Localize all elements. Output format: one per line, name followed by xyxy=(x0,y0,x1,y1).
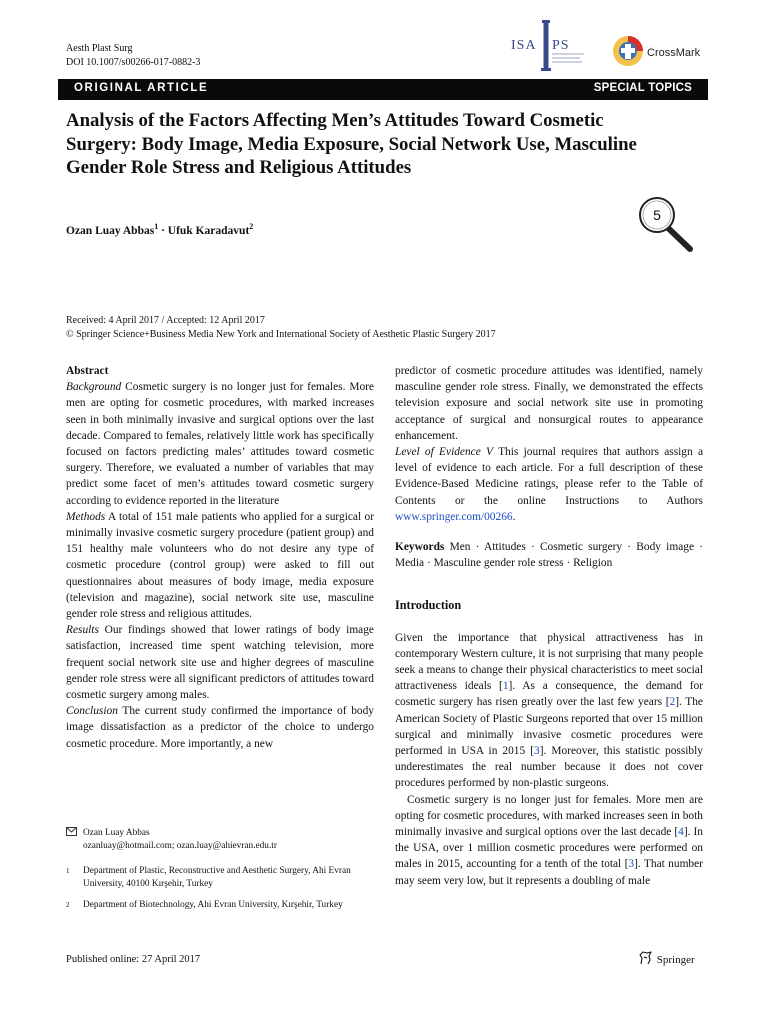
author-affiliation-number: 2 xyxy=(249,222,254,231)
introduction-paragraph-1: Given the importance that physical attractiveness has in contemporary Western culture, it is not surprising that many people seek a means to change their physical characteristics to meet social attractiveness ideals [1]. As a consequence, the demand for cosmetic surgery has risen greatly over the last few years [2]. The American Society of Plastic Surgeons reported that over 15 million surgical and minimally invasive cosmetic procedures were performed in USA in 2015 [3]. Moreover, this statistic possibly underestimates the real number because it does not cover procedures performed by non-plastic surgeons. xyxy=(395,631,704,790)
springer-instructions-link[interactable]: www.springer.com/00266 xyxy=(395,510,513,523)
author-affiliations xyxy=(66,827,374,912)
svg-text:PS: PS xyxy=(552,38,570,53)
doi: DOI 10.1007/s00266-017-0882-3 xyxy=(66,57,201,68)
section-label: SPECIAL TOPICS xyxy=(593,82,692,94)
abstract-conclusion-continued: predictor of cosmetic procedure attitudes was identified, namely masculine gender role stress. Finally, we demonstrated the effects television exposure and social network site use in promoting acceptance of surgical and nonsurgical routes to appearance enhancement. xyxy=(395,365,703,442)
abstract-heading: Abstract xyxy=(66,365,109,377)
article-type-banner xyxy=(58,79,708,100)
abstract-methods: Methods A total of 151 male patients who applied for a surgical or minimally invasive cosmetic surgery procedure (patient group) and 151 healthy male volunteers who do not desire any type of cosmetic procedure (control group) were asked to fill out questionnaires about measures of body image, media exposure (television and magazine), social network site use, masculine gender role stress and religious attitudes. xyxy=(66,510,374,621)
author-name[interactable]: Ufuk Karadavut xyxy=(167,224,250,237)
authors xyxy=(66,222,253,237)
introduction-paragraph-2: Cosmetic surgery is no longer just for females. More men are opting for cosmetic procedures, with marked increases seen in both minimally invasive and surgical options over the last decade [4]. In the USA, over 1 million cosmetic procedures were performed on males in 2015, accounting for a tenth of the total [3]. That number may seem very low, but it represents a doubling of male xyxy=(395,793,703,887)
springer-horse-icon xyxy=(638,951,654,965)
article-type-label: ORIGINAL ARTICLE xyxy=(74,82,209,94)
evidence-level: 5 xyxy=(653,207,661,223)
abstract-background: Background Cosmetic surgery is no longer just for females. More men are opting for cosmetic procedures, with marked increases seen in both minimally invasive and surgical options over the last decade. Compared to females, relatively little work has specifically focused on factors predicting males’ attitudes toward cosmetic surgery. Therefore, we evaluated a number of variables that may predict some facet of men’s attitudes toward cosmetic surgery according to evidence reported in the literature xyxy=(66,381,374,507)
copyright-notice: © Springer Science+Business Media New York and International Society of Aesthetic Plastic Surgery 2017 xyxy=(66,329,496,340)
svg-text:CrossMark: CrossMark xyxy=(647,47,701,59)
springer-logo: Springer xyxy=(638,951,695,966)
article-title: Analysis of the Factors Affecting Men’s Attitudes Toward Cosmetic Surgery: Body Image, Media Exposure, Social Network Use, Masculine Gender Role Stress and Religious Attitudes xyxy=(66,110,637,178)
citation-link[interactable]: 1 xyxy=(502,680,509,693)
author-separator: · xyxy=(158,224,168,237)
isaps-logo xyxy=(504,18,606,74)
author-name[interactable]: Ozan Luay Abbas xyxy=(66,224,155,237)
affiliation-2: 2 Department of Biotechnology, Ahi Evran University, Kırşehir, Turkey xyxy=(66,900,343,910)
journal-name: Aesth Plast Surg xyxy=(66,43,133,54)
author-affiliation-number: 1 xyxy=(154,222,159,231)
affiliation-1: 1 Department of Plastic, Reconstructive and Aesthetic Surgery, Ahi Evran University, 40100 Kırşehir, Turkey xyxy=(66,866,351,889)
correspondence-name: Ozan Luay Abbas xyxy=(83,828,150,838)
keywords: Keywords Men · Attitudes · Cosmetic surgery · Body image · Media · Masculine gender role stress · Religion xyxy=(395,541,703,570)
abstract-results: Results Our findings showed that lower ratings of body image satisfaction, increased time spent watching television, more frequent social network site use and higher degrees of masculine gender role stress were all significant predictors of attitudes toward cosmetic surgery among males. xyxy=(66,624,374,702)
correspondence xyxy=(66,827,374,852)
level-of-evidence-magnifier-icon xyxy=(632,193,696,253)
correspondence-emails[interactable]: ozanluay@hotmail.com; ozan.luay@ahievran.edu.tr xyxy=(83,840,277,851)
level-of-evidence: Level of Evidence V This journal requires that authors assign a level of evidence to each article. For a full description of these Evidence-Based Medicine ratings, please refer to the Table of Contents or the online Instructions to Authors www.springer.com/00266. xyxy=(395,446,703,523)
envelope-icon xyxy=(66,827,77,841)
crossmark-logo[interactable] xyxy=(612,34,708,68)
citation-link[interactable]: 4 xyxy=(678,826,684,839)
citation-link[interactable]: 3 xyxy=(534,745,540,758)
citation-link[interactable]: 3 xyxy=(628,858,635,871)
citation-link[interactable]: 2 xyxy=(669,696,676,709)
right-column xyxy=(395,363,703,889)
svg-text:ISA: ISA xyxy=(511,38,537,53)
received-accepted-dates: Received: 4 April 2017 / Accepted: 12 April 2017 xyxy=(66,315,265,326)
left-column xyxy=(66,363,374,752)
abstract-conclusion: Conclusion The current study confirmed the importance of body image dissatisfaction as a predictor of the choice to undergo cosmetic procedure. More importantly, a new xyxy=(66,705,374,750)
published-online-date: Published online: 27 April 2017 xyxy=(66,954,201,965)
introduction-heading: Introduction xyxy=(395,598,462,613)
